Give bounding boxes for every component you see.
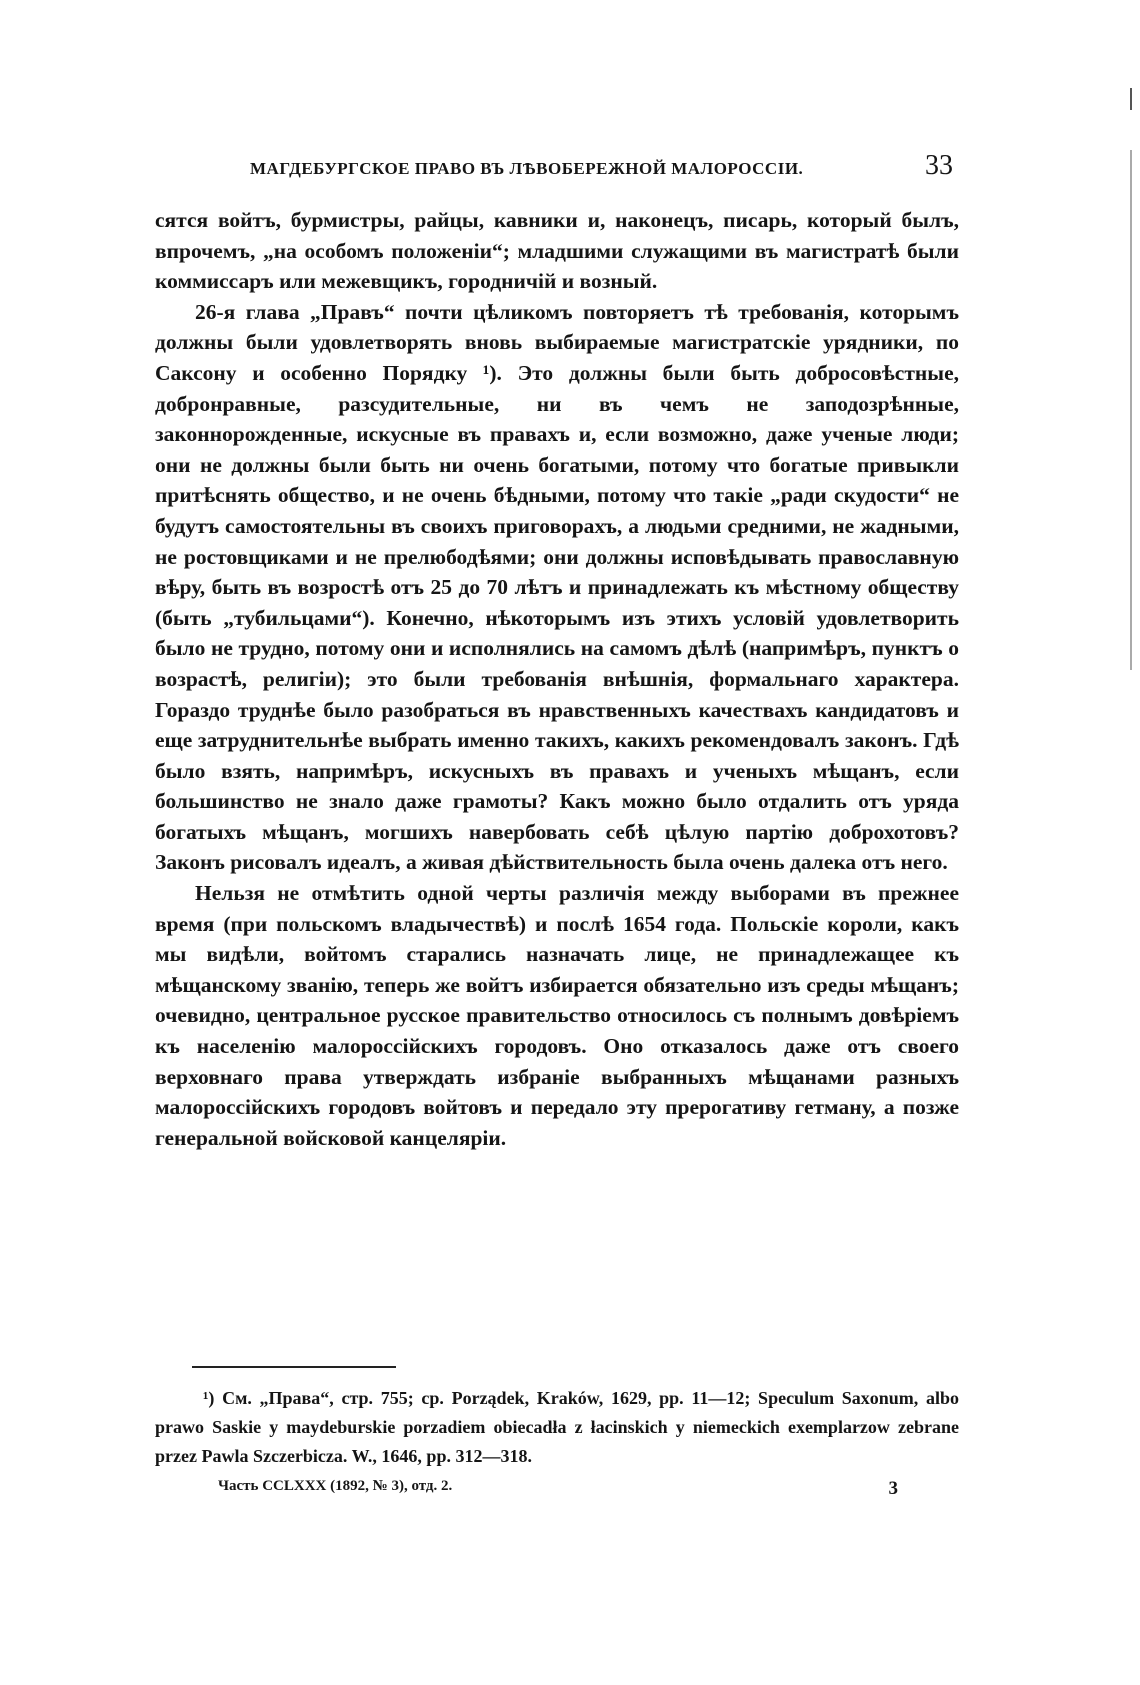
signature-volume: Часть CCLXXX (1892, № 3), отд. 2. (218, 1478, 453, 1494)
running-header (155, 150, 965, 182)
body-text (155, 205, 959, 1153)
running-title: МАГДЕБУРГСКОЕ ПРАВО ВЪ ЛѢВОБЕРЕЖНОЙ МАЛОРОССІИ. (250, 159, 804, 178)
signature-sheet-number: 3 (888, 1478, 898, 1499)
page-number: 33 (925, 150, 953, 181)
paragraph: 26-я глава „Правъ“ почти цѣликомъ повторяетъ тѣ требованія, которымъ должны были удовлетворять вновь выбираемые магистратскіе урядники, по Саксону и особенно Порядку ¹). Это должны были быть добросовѣстные, добронравные, разсудительные, ни въ чемъ не заподозрѣнные, законнорожденные, искусные въ правахъ и, если возможно, даже ученые люди; они не должны были быть ни очень богатыми, потому что богатые привыкли притѣснять общество, и не очень бѣдными, потому что такіе „ради скудости“ не будутъ самостоятельны въ своихъ приговорахъ, а людьми средними, не жадными, не ростовщиками и не прелюбодѣями; они должны исповѣдывать православную вѣру, быть въ возростѣ отъ 25 до 70 лѣтъ и принадлежать къ мѣстному обществу (быть „тубильцами“). Конечно, нѣкоторымъ изъ этихъ условій удовлетворить было не трудно, потому они и исполнялись на самомъ дѣлѣ (напримѣръ, пунктъ о возрастѣ, религіи); это были требованія внѣшнія, формальнаго характера. Гораздо труднѣе было разобраться въ нравственныхъ качествахъ кандидатовъ и еще затруднительнѣе выбрать именно такихъ, какихъ рекомендовалъ законъ. Гдѣ было взять, напримѣръ, искусныхъ въ правахъ и ученыхъ мѣщанъ, если большинство не знало даже грамоты? Какъ можно было отдалить отъ уряда богатыхъ мѣщанъ, могшихъ навербовать себѣ цѣлую партію доброхотовъ? Законъ рисовалъ идеалъ, а живая дѣйствительность была очень далека отъ него. (155, 299, 959, 875)
footnote-divider (192, 1366, 396, 1368)
scan-edge-mark (1130, 88, 1132, 110)
paragraph: Нельзя не отмѣтить одной черты различія между выборами въ прежнее время (при польскомъ владычествѣ) и послѣ 1654 года. Польскіе короли, какъ мы видѣли, войтомъ старались назначать лице, не принадлежащее къ мѣщанскому званію, теперь же войтъ избирается обязательно изъ среды мѣщанъ; очевидно, центральное русское правительство относилось съ полнымъ довѣріемъ къ населенію малороссійскихъ городовъ. Оно отказалось даже отъ своего верховнаго права утверждать избраніе выбранныхъ мѣщанами разныхъ малороссійскихъ городовъ войтовъ и передало эту прерогативу гетману, а позже генеральной войсковой канцеляріи. (155, 881, 959, 1150)
footnote: ¹) См. „Права“, стр. 755; ср. Porządek, Kraków, 1629, pp. 11—12; Speculum Saxonum, albo prawo Saskie y maydeburskie porzadiem obiecadła z łacinskich y niemeckich exemplarzow zebrane przez Pawla Szczerbicza. W., 1646, pp. 312—318. (155, 1388, 959, 1466)
paragraph: сятся войтъ, бурмистры, райцы, кавники и, наконецъ, писарь, который былъ, впрочемъ, „на особомъ положеніи“; младшими служащими въ магистратѣ были коммиссаръ или межевщикъ, городничій и возный. (155, 208, 959, 294)
printer-signature (218, 1478, 898, 1500)
scan-edge-mark (1130, 150, 1132, 670)
